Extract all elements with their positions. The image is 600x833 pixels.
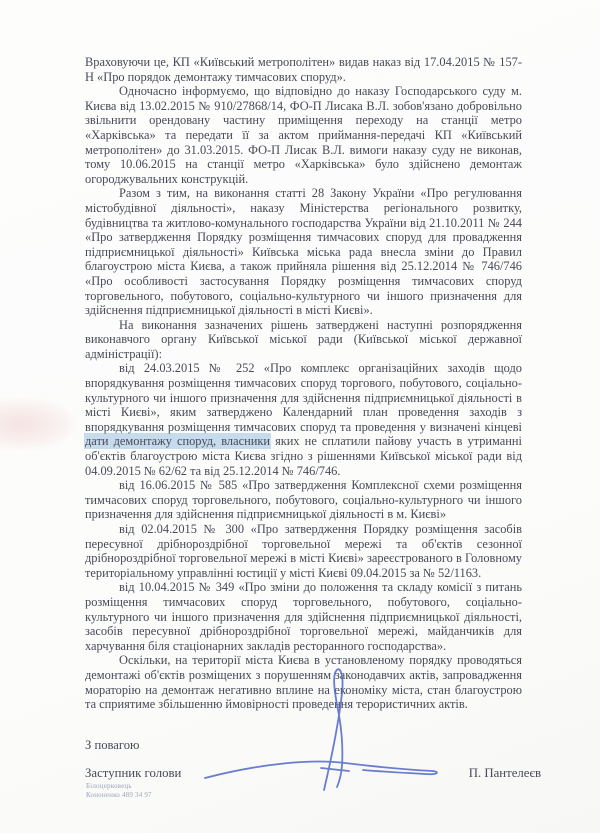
highlight-marker: дати демонтажу споруд, власники [85, 434, 270, 449]
body-paragraph: від 16.06.2015 № 585 «Про затвердження Комплексної схеми розміщення тимчасових споруд торговельного, побутового, соціально-культурного чи іншого призначення для здійснення підприємницької діяльності в м. Києві» [85, 478, 522, 522]
executor-note [86, 782, 152, 799]
body-paragraph: Разом з тим, на виконання статті 28 Закону України «Про регулювання містобудівної діяльності», наказу Міністерства регіонального розвитку, будівництва та житлово-комунального господарства України від 21.10.2011 № 244 «Про затвердження Порядку розміщення тимчасових споруд для провадження підприємницької діяльності» Київська міська рада внесла зміни до Правил благоустрою міста Києва, а також прийняла рішення від 25.12.2014 № 746/746 «Про особливості застосування Порядку розміщення тимчасових споруд торговельного, побутового, соціально-культурного чи іншого призначення для здійснення підприємницької діяльності в місті Києві». [85, 186, 522, 318]
closing-salutation: З повагою [85, 738, 140, 752]
body-paragraph: від 02.04.2015 № 300 «Про затвердження Порядку розміщення засобів пересувної дрібнороздрібної торговельної мережі та об'єктів сезонної дрібнороздрібної торговельної мережі в місті Києві» зареєстрованого в Головному територіальному управлінні юстиції у місті Києві 09.04.2015 за № 52/1163. [85, 522, 522, 580]
executor-note-line1: Білоцерковець [86, 782, 132, 790]
body-paragraph: від 10.04.2015 № 349 «Про зміни до положення та складу комісії з питань розміщення тимчасових споруд торговельного, побутового, соціально-культурного чи іншого призначення для здійснення підприємницької діяльності, засобів пересувної дрібнороздрібної торговельної мережі, майданчиків для харчування біля стаціонарних закладів ресторанного господарства». [85, 580, 522, 653]
paragraph-text-before-highlight: від 24.03.2015 № 252 «Про комплекс організаційних заходів щодо впорядкування розміщення тимчасових споруд торгового, побутового, соціально-культурного чи іншого призначення для здійснення підприємницької діяльності в місті Києві», яким затверджено Календарний план проведення заходів з впорядкування розміщення тимчасових споруд та проведення у визначені кінцеві [85, 361, 522, 434]
body-paragraph: Одночасно інформуємо, що відповідно до наказу Господарського суду м. Києва від 13.02.2015 № 910/27868/14, ФО-П Лисака В.Л. зобов'язано добровільно звільнити орендовану частину приміщення переходу на станції метро «Харківська» та передати її за актом приймання-передачі КП «Київський метрополітен» до 31.03.2015. ФО-П Лисак В.Л. вимоги наказу суду не виконав, тому 10.06.2015 на станції метро «Харківська» було здійснено демонтаж огороджувальних конструкцій. [85, 84, 522, 186]
scan-artifact-smudge [0, 398, 77, 450]
body-paragraph: Враховуючи це, КП «Київський метрополітен» видав наказ від 17.04.2015 № 157-Н «Про порядок демонтажу тимчасових споруд». [85, 55, 522, 84]
signer-name: П. Пантелеєв [468, 766, 541, 780]
signer-title: Заступник голови [85, 766, 182, 780]
letter-body [85, 55, 522, 712]
executor-note-line2: Кононенко 489 34 97 [86, 790, 152, 799]
paragraph-text-after-highlight: яких не сплатили пайову участь в утриманні об'єктів благоустрою міста Києва згідно з рішеннями Київської міської ради від 04.09.2015 № 62/62 та від 25.12.2014 № 746/746. [85, 434, 522, 478]
signature-row [85, 766, 541, 781]
body-paragraph: Оскільки, на території міста Києва в установленому порядку проводяться демонтажі об'єктів розміщених з порушенням законодавчих актів, запровадження мораторію на демонтаж негативно вплине на економіку міста, стан благоустрою та сприятиме збільшенню ймовірності проведення терористичних актів. [85, 653, 522, 712]
body-paragraph-with-highlight [85, 361, 522, 478]
body-paragraph: На виконання зазначених рішень затверджені наступні розпорядження виконавчого органу Київської міської ради (Київської міської державної адміністрації): [85, 317, 522, 361]
